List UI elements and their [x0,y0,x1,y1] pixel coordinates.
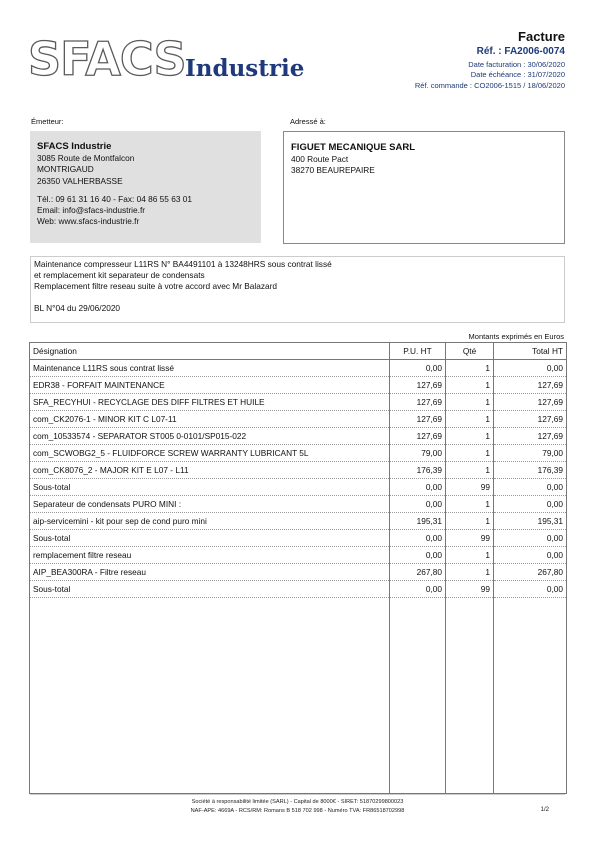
cell-designation: Sous-total [30,581,390,598]
cell-unit-price: 0,00 [390,530,446,547]
currency-note: Montants exprimés en Euros [468,332,564,341]
empty-cell [390,598,446,794]
invoice-lines-table [29,342,567,794]
cell-unit-price: 127,69 [390,394,446,411]
cell-qty: 99 [446,479,494,496]
issuer-box [30,131,261,243]
cell-total: 0,00 [494,496,567,513]
cell-total: 267,80 [494,564,567,581]
recipient-name: FIGUET MECANIQUE SARL [291,142,416,153]
invoice-header [415,30,565,91]
page-number: 1/2 [540,807,549,813]
due-date: Date échéance : 31/07/2020 [470,69,565,79]
cell-designation: remplacement filtre reseau [30,547,390,564]
empty-cell [30,598,390,794]
cell-unit-price: 176,39 [390,462,446,479]
table-row [30,445,567,462]
issuer-email: Email: info@sfacs-industrie.fr [37,205,146,216]
table-empty-space [30,598,567,794]
cell-qty: 1 [446,496,494,513]
cell-total: 0,00 [494,360,567,377]
cell-designation: EDR38 - FORFAIT MAINTENANCE [30,377,390,394]
table-row [30,479,567,496]
cell-qty: 1 [446,411,494,428]
cell-unit-price: 0,00 [390,496,446,513]
table-row [30,394,567,411]
table-header-row [30,343,567,360]
description-line: Maintenance compresseur L11RS N° BA4491101 à 13248HRS sous contrat lissé [34,259,332,269]
billing-date: Date facturation : 30/06/2020 [468,60,565,69]
description-line: Remplacement filtre reseau suite à votre accord avec Mr Balazard [34,281,278,291]
cell-qty: 1 [446,377,494,394]
cell-qty: 1 [446,462,494,479]
table-row [30,547,567,564]
company-logo [28,34,310,84]
recipient-address-line: 400 Route Pact [291,154,349,164]
cell-qty: 1 [446,445,494,462]
cell-total: 0,00 [494,581,567,598]
empty-cell [494,598,567,794]
cell-unit-price: 0,00 [390,581,446,598]
invoice-reference: Réf. : FA2006-0074 [476,46,565,57]
cell-total: 0,00 [494,479,567,496]
cell-qty: 1 [446,428,494,445]
cell-total: 195,31 [494,513,567,530]
cell-unit-price: 0,00 [390,547,446,564]
cell-qty: 1 [446,564,494,581]
cell-total: 127,69 [494,411,567,428]
table-row [30,462,567,479]
cell-unit-price: 195,31 [390,513,446,530]
cell-designation: Separateur de condensats PURO MINI : [30,496,390,513]
issuer-website: Web: www.sfacs-industrie.fr [37,216,140,227]
footer-line: Société à responsabilité limitée (SARL) - Capital de 8000€ - SIRET: 51870299800023 [191,799,404,805]
column-header-total: Total HT [494,343,567,360]
table-row [30,377,567,394]
delivery-note: BL N°04 du 29/06/2020 [34,303,121,313]
column-header-designation: Désignation [30,343,390,360]
cell-qty: 1 [446,394,494,411]
column-header-qty: Qté [446,343,494,360]
column-header-unit-price: P.U. HT [390,343,446,360]
table-row [30,428,567,445]
cell-unit-price: 267,80 [390,564,446,581]
cell-unit-price: 127,69 [390,428,446,445]
table-row [30,360,567,377]
cell-designation: Sous-total [30,479,390,496]
cell-unit-price: 127,69 [390,377,446,394]
invoice-description [30,256,565,323]
cell-designation: Sous-total [30,530,390,547]
table-row [30,496,567,513]
cell-designation: com_SCWOBG2_5 - FLUIDFORCE SCREW WARRANTY LUBRICANT 5L [30,445,390,462]
document-type: Facture [518,29,565,44]
cell-total: 176,39 [494,462,567,479]
cell-designation: AIP_BEA300RA - Filtre reseau [30,564,390,581]
cell-qty: 99 [446,530,494,547]
table-row [30,581,567,598]
cell-designation: Maintenance L11RS sous contrat lissé [30,360,390,377]
legal-footer [0,798,595,816]
description-line: et remplacement kit separateur de condensats [34,270,205,280]
cell-qty: 1 [446,360,494,377]
cell-unit-price: 0,00 [390,360,446,377]
cell-designation: SFA_RECYHUI - RECYCLAGE DES DIFF FILTRES ET HUILE [30,394,390,411]
footer-line: NAF-APE: 4669A - RCS/RM: Romans B 518 702 998 - Numéro TVA: FR86518702998 [190,808,405,814]
cell-designation: aip-servicemini - kit pour sep de cond puro mini [30,513,390,530]
cell-unit-price: 127,69 [390,411,446,428]
logo-sub-text: Industrie [185,55,305,82]
cell-designation: com_CK8076_2 - MAJOR KIT E L07 - L11 [30,462,390,479]
recipient-label: Adressé à: [290,117,326,126]
table-row [30,513,567,530]
cell-total: 127,69 [494,428,567,445]
cell-total: 127,69 [494,394,567,411]
issuer-label: Émetteur: [31,117,64,126]
cell-unit-price: 79,00 [390,445,446,462]
table-row [30,564,567,581]
cell-total: 79,00 [494,445,567,462]
issuer-phone-fax: Tél.: 09 61 31 16 40 - Fax: 04 86 55 63 01 [37,193,192,204]
cell-total: 127,69 [494,377,567,394]
cell-designation: com_10533574 - SEPARATOR ST005 0-0101/SP015-022 [30,428,390,445]
empty-cell [446,598,494,794]
order-reference: Réf. commande : CO2006-1515 / 18/06/2020 [414,81,565,90]
cell-qty: 1 [446,547,494,564]
logo-main-text: SFACS [28,32,186,86]
issuer-address-line: 26350 VALHERBASSE [37,175,123,186]
cell-qty: 99 [446,581,494,598]
recipient-box [283,131,565,244]
footer-divider [30,794,565,795]
issuer-address-line: MONTRIGAUD [37,164,94,175]
table-row [30,411,567,428]
cell-qty: 1 [446,513,494,530]
cell-total: 0,00 [494,530,567,547]
cell-unit-price: 0,00 [390,479,446,496]
table-row [30,530,567,547]
cell-designation: com_CK2076-1 - MINOR KIT C L07-11 [30,411,390,428]
recipient-address-line: 38270 BEAUREPAIRE [291,165,375,176]
issuer-name: SFACS Industrie [37,141,112,152]
cell-total: 0,00 [494,547,567,564]
issuer-address-line: 3085 Route de Montfalcon [37,153,135,163]
